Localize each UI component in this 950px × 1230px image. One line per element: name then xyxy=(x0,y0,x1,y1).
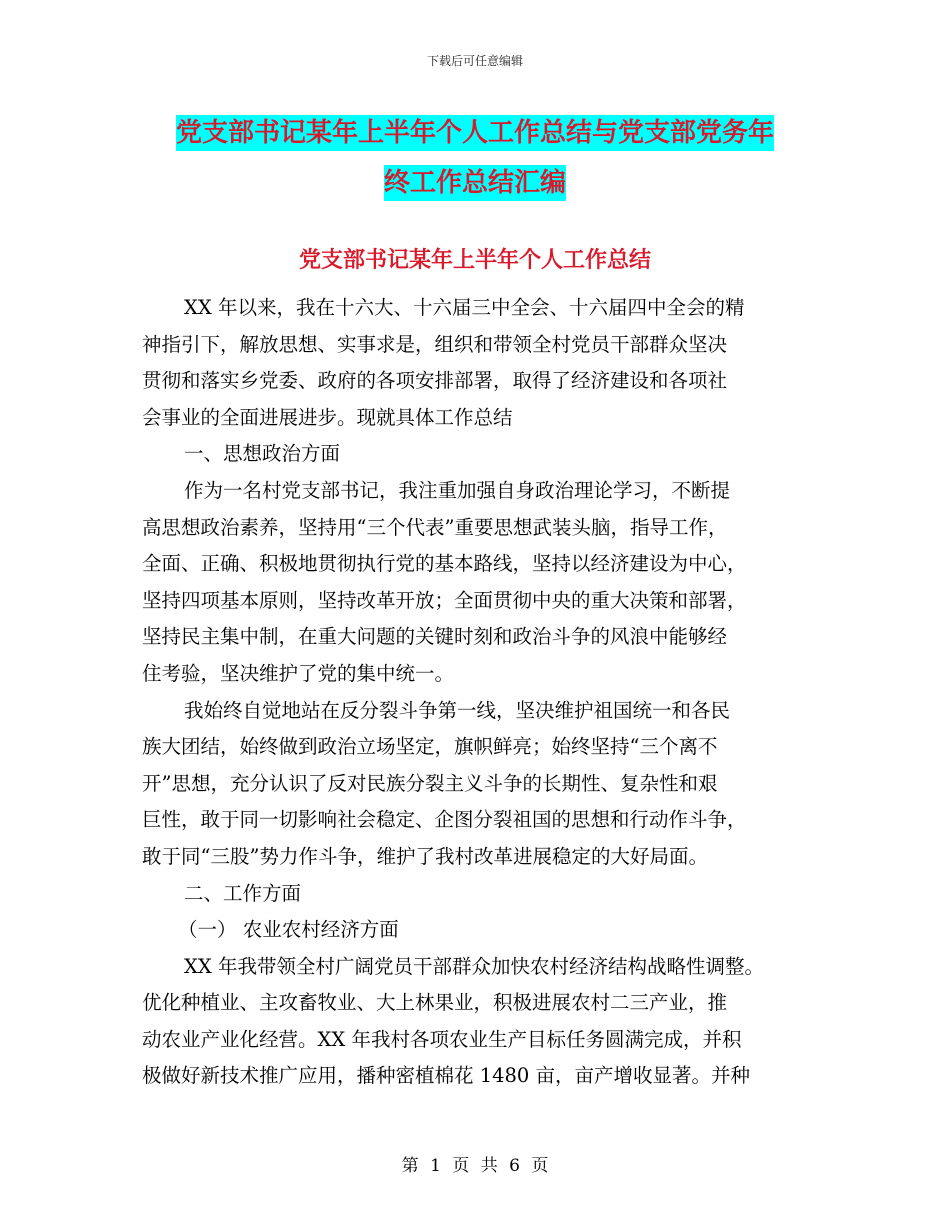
body-line: 坚持四项基本原则，坚持改革开放；全面贯彻中央的重大决策和部署， xyxy=(142,588,747,612)
body-line: XX 年我带领全村广阔党员干部群众加快农村经济结构战略性调整。 xyxy=(184,954,764,978)
body-line: 优化种植业、主攻畜牧业、大上林果业，积极进展农村二三产业，推 xyxy=(142,991,728,1015)
heading-thought-politics: 一、思想政治方面 xyxy=(184,442,341,466)
document-body xyxy=(142,290,822,1095)
body-line: 神指引下，解放思想、实事求是，组织和带领全村党员干部群众坚决 xyxy=(142,332,728,356)
body-line: 全面、正确、积极地贯彻执行党的基本路线，坚持以经济建设为中心， xyxy=(142,552,747,576)
body-line: 敢于同“三股”势力作斗争，维护了我村改革进展稳定的大好局面。 xyxy=(142,844,708,868)
body-line: 动农业产业化经营。XX 年我村各项农业生产目标任务圆满完成，并积 xyxy=(142,1027,742,1051)
heading-work: 二、工作方面 xyxy=(184,881,302,905)
page-number-footer: 第 1 页 共 6 页 xyxy=(401,1156,549,1176)
body-line: 我始终自觉地站在反分裂斗争第一线，坚决维护祖国统一和各民 xyxy=(184,698,731,722)
body-line: 开”思想，充分认识了反对民族分裂主义斗争的长期性、复杂性和艰 xyxy=(142,771,718,795)
document-title-line-2: 终工作总结汇编 xyxy=(384,165,566,201)
section-title: 党支部书记某年上半年个人工作总结 xyxy=(298,248,651,273)
body-line: 坚持民主集中制，在重大问题的关键时刻和政治斗争的风浪中能够经 xyxy=(142,625,728,649)
body-line: 极做好新技术推广应用，播种密植棉花 1480 亩，亩产增收显著。并种 xyxy=(142,1064,751,1088)
body-line: XX 年以来，我在十六大、十六届三中全会、十六届四中全会的精 xyxy=(184,296,745,319)
body-line: 作为一名村党支部书记，我注重加强自身政治理论学习，不断提 xyxy=(184,478,731,502)
body-line: 会事业的全面进展进步。现就具体工作总结 xyxy=(142,405,513,429)
document-title-line-1: 党支部书记某年上半年个人工作总结与党支部党务年 xyxy=(176,115,774,151)
document-title xyxy=(0,108,950,208)
body-line: 族大团结，始终做到政治立场坚定，旗帜鲜亮；始终坚持“三个离不 xyxy=(142,735,718,759)
body-line: 贯彻和落实乡党委、政府的各项安排部署，取得了经济建设和各项社 xyxy=(142,369,728,393)
body-line: 高思想政治素养，坚持用“三个代表”重要思想武装头脑，指导工作， xyxy=(142,515,728,539)
subheading-agriculture: （一） 农业农村经济方面 xyxy=(178,918,399,942)
header-note: 下载后可任意编辑 xyxy=(426,54,523,68)
body-line: 住考验，坚决维护了党的集中统一。 xyxy=(142,661,455,685)
body-line: 巨性，敢于同一切影响社会稳定、企图分裂祖国的思想和行动作斗争， xyxy=(142,808,747,832)
